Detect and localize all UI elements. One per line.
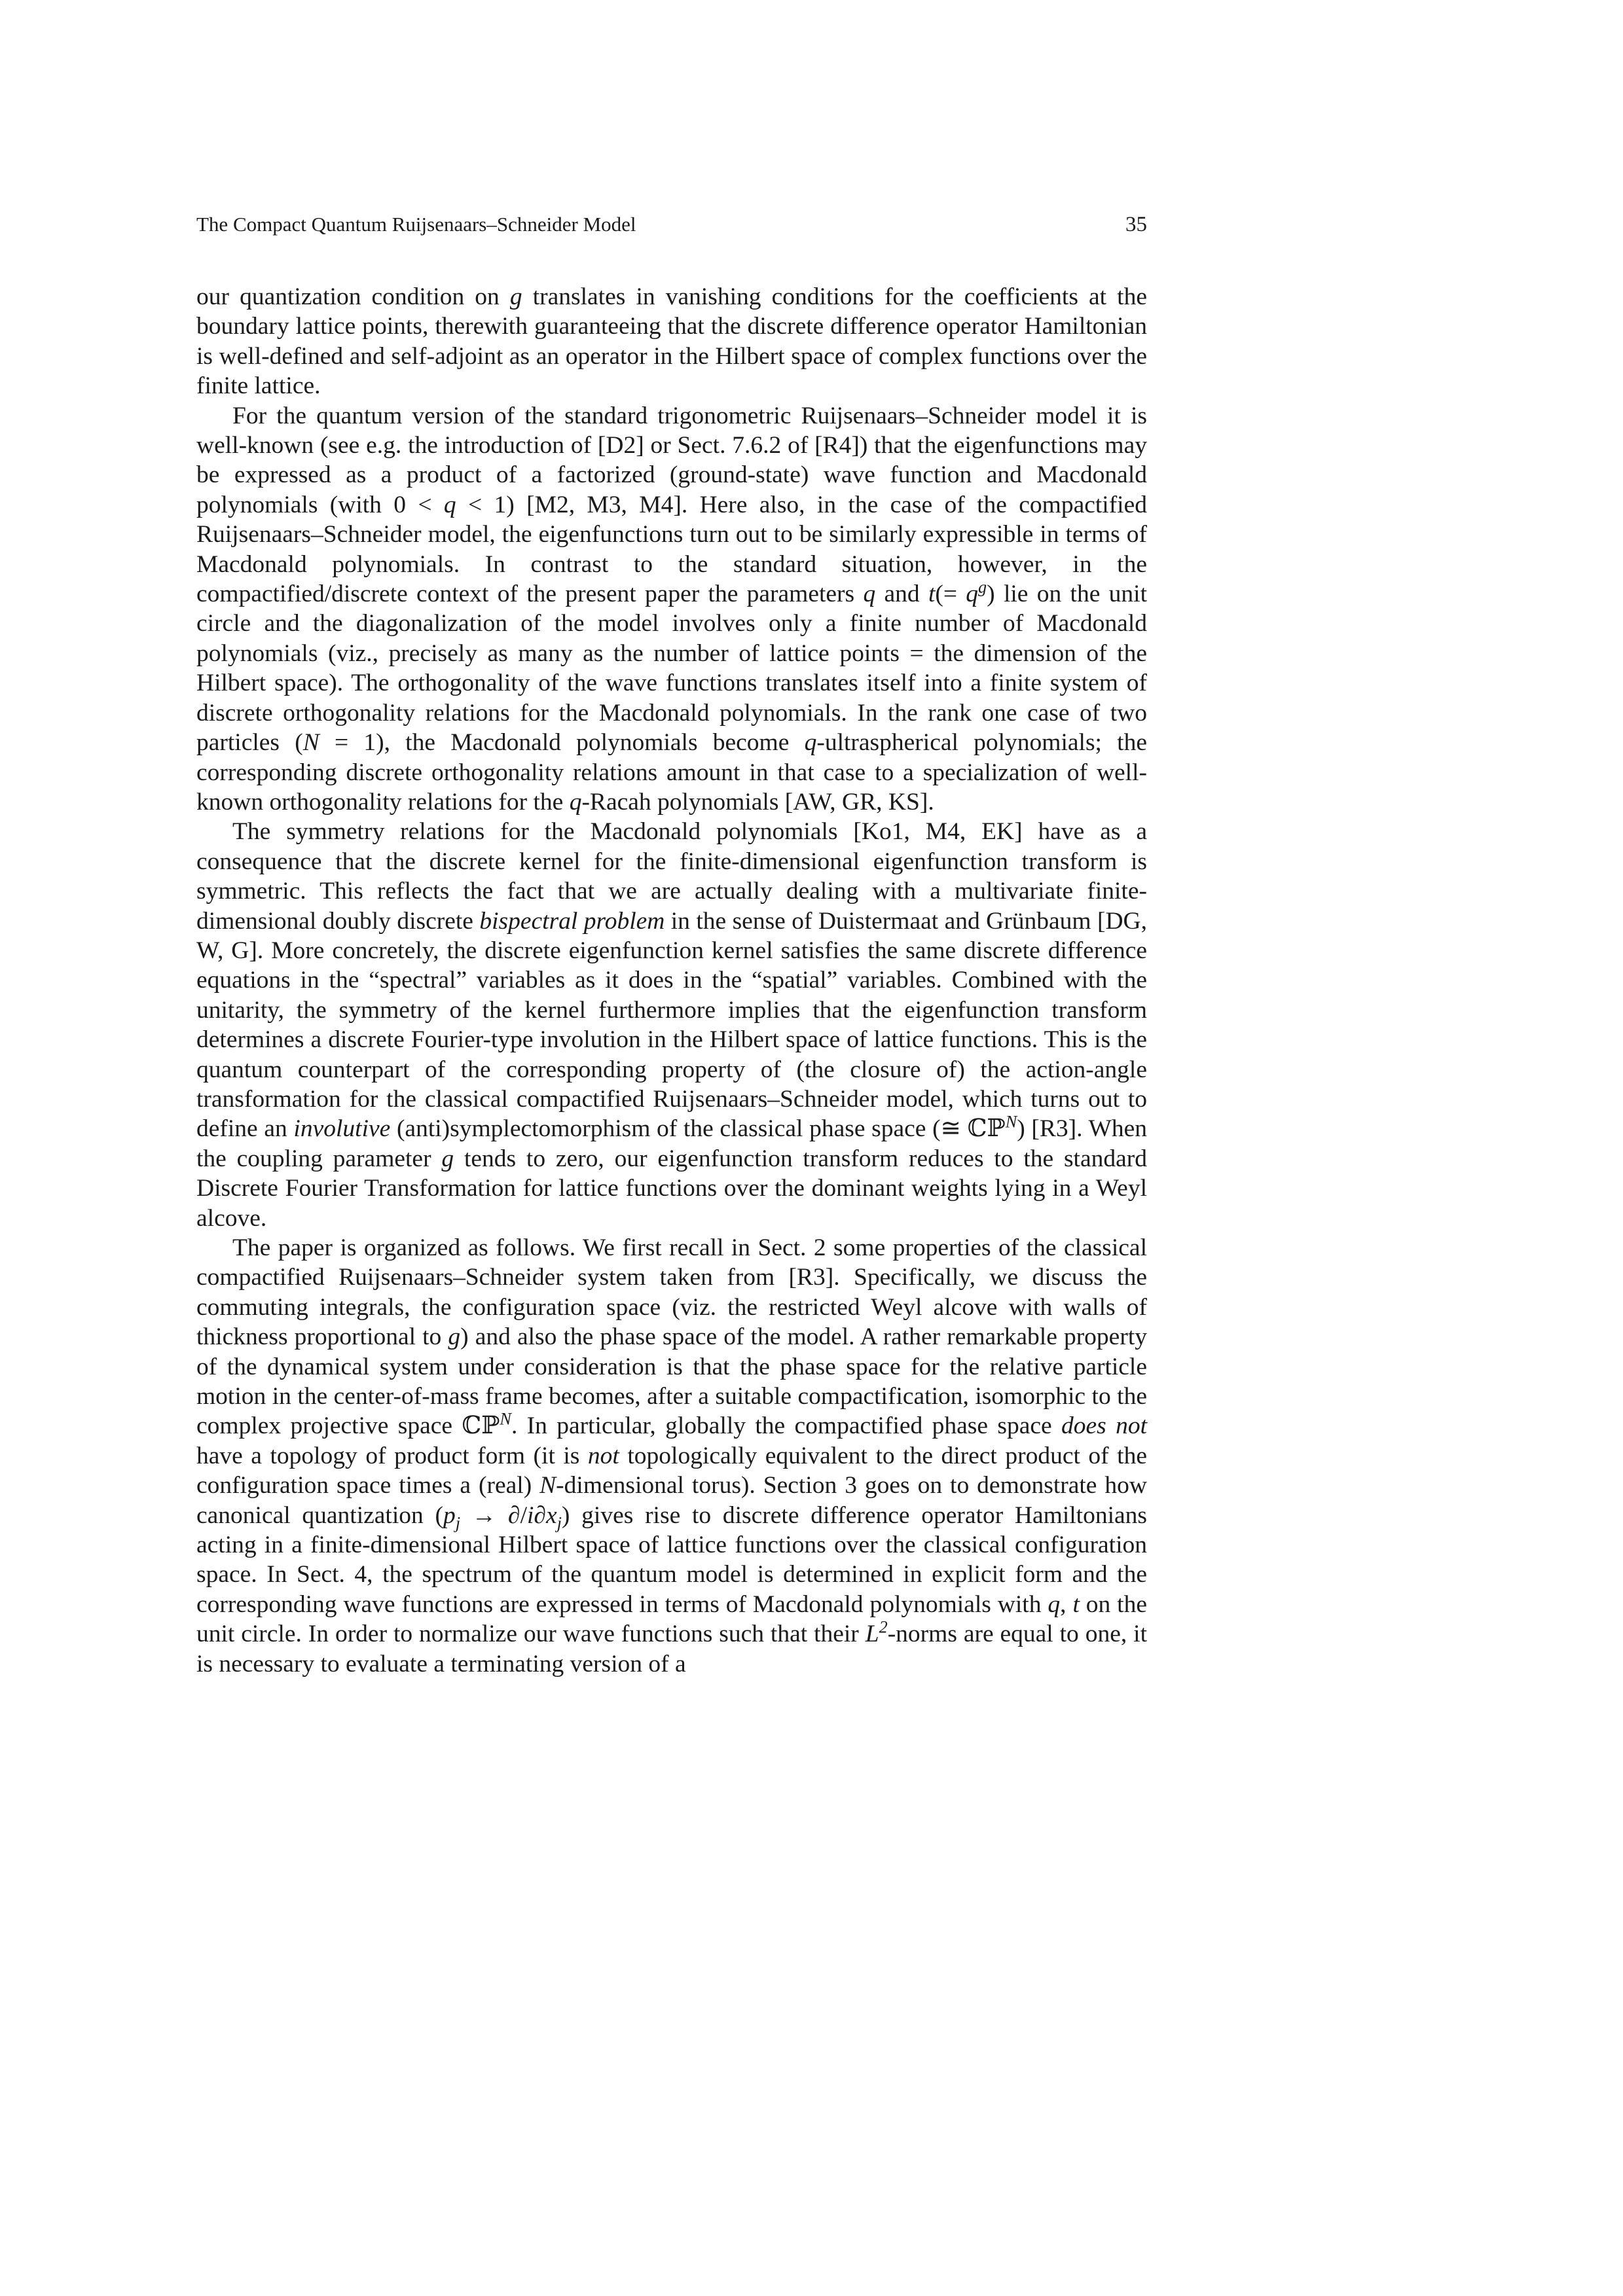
text-segment: (anti)symplectomorphism of the classical phase space (≅ ℂℙ: [390, 1115, 1006, 1143]
text-segment: L: [865, 1621, 879, 1648]
paragraph: [196, 282, 1147, 401]
text-segment: involutive: [293, 1115, 391, 1143]
text-segment: ) [R3]. When the coupling parameter: [196, 1115, 1148, 1172]
text-segment: -dimensional torus). Section 3 goes on to demonstrate how canonical quantization (: [196, 1472, 1147, 1529]
text-segment: N: [1005, 1112, 1017, 1132]
text-segment: j: [455, 1513, 461, 1533]
text-segment: tends to zero, our eigenfunction transform reduces to the standard Discrete Fourier Transformation for lattice functions over the dominant weights lying in a Weyl alcove.: [196, 1145, 1148, 1232]
text-segment: g: [448, 1323, 461, 1351]
body-text: [196, 282, 1147, 1679]
text-segment: q: [443, 491, 456, 518]
text-segment: does not: [1061, 1412, 1147, 1440]
text-segment: ) and also the phase space of the model. A rather remarkable property of the dynamical system under consideration is that the phase space for the relative particle motion in the center-of-mass frame becomes, after a suitable compactification, isomorphic to the complex projective space ℂℙ: [196, 1323, 1147, 1440]
text-segment: i: [527, 1501, 534, 1529]
text-segment: t: [928, 581, 936, 608]
text-segment: N: [302, 729, 319, 757]
text-segment: on the unit circle. In order to normalize our wave functions such that their: [196, 1590, 1147, 1648]
text-segment: (=: [935, 581, 966, 608]
paragraph: [196, 1233, 1147, 1679]
text-segment: bispectral problem: [479, 907, 665, 935]
text-segment: t: [1072, 1590, 1080, 1618]
text-segment: ,: [1060, 1590, 1073, 1618]
text-segment: -Racah polynomials [AW, GR, KS].: [581, 788, 934, 816]
text-segment: -norms are equal to one, it is necessary to evaluate a terminating version of a: [196, 1621, 1147, 1677]
text-segment: not: [587, 1442, 619, 1469]
text-segment: p: [443, 1501, 456, 1529]
page-number: 35: [1125, 213, 1147, 236]
text-segment: j: [556, 1513, 562, 1533]
text-segment: ) gives rise to discrete difference operator Hamiltonians acting in a finite-dimensional Hilbert space of lattice functions over the classical configuration space. In Sect. 4, the spectrum of the quantum model is determined in explicit form and the corresponding wave functions are expressed in terms of Macdonald polynomials with: [196, 1501, 1147, 1618]
text-segment: in the sense of Duistermaat and Grünbaum [DG, W, G]. More concretely, the discrete eigenfunction kernel satisfies the same discrete difference equations in the “spectral” variables as it does in the “spatial” variables. Combined with the unitarity, the symmetry of the kernel furthermore implies that the eigenfunction transform determines a discrete Fourier-type involution in the Hilbert space of lattice functions. This is the quantum counterpart of the corresponding property of (the closure of) the action-angle transformation for the classical compactified Ruijsenaars–Schneider model, which turns out to define an: [196, 907, 1147, 1143]
text-segment: . In particular, globally the compactified phase space: [511, 1412, 1061, 1440]
text-segment: → ∂/: [460, 1501, 528, 1529]
text-segment: 2: [879, 1617, 888, 1637]
text-segment: and: [875, 581, 928, 608]
text-segment: topologically equivalent to the direct product of the configuration space times a (real): [196, 1442, 1147, 1499]
paragraph: [196, 401, 1147, 817]
text-segment: -ultraspherical polynomials; the corresponding discrete orthogonality relations amount in that case to a specialization of well-known orthogonality relations for the: [196, 729, 1147, 816]
text-segment: g: [509, 283, 522, 310]
text-segment: x: [545, 1501, 557, 1529]
text-segment: N: [500, 1409, 511, 1429]
text-segment: g: [441, 1145, 454, 1172]
text-segment: ) lie on the unit circle and the diagonalization of the model involves only a finite number of Macdonald polynomials (viz., precisely as many as the number of lattice points = the dimension of the Hilbert space). The orthogonality of the wave functions translates itself into a finite system of discrete orthogonality relations for the Macdonald polynomials. In the rank one case of two particles (: [196, 581, 1147, 757]
paragraph: [196, 817, 1147, 1233]
text-segment: q: [804, 729, 817, 757]
text-segment: q: [1048, 1590, 1061, 1618]
text-segment: The paper is organized as follows. We first recall in Sect. 2 some properties of the classical compactified Ruijsenaars–Schneider system taken from [R3]. Specifically, we discuss the commuting integrals, the configuration space (viz. the restricted Weyl alcove with walls of thickness proportional to: [196, 1234, 1147, 1351]
text-segment: have a topology of product form (it is: [196, 1442, 588, 1469]
text-segment: The symmetry relations for the Macdonald polynomials [Ko1, M4, EK] have as a consequence that the discrete kernel for the finite-dimensional eigenfunction transform is symmetric. This reflects the fact that we are actually dealing with a multivariate finite-dimensional doubly discrete: [196, 818, 1147, 935]
text-segment: For the quantum version of the standard trigonometric Ruijsenaars–Schneider model it is well-known (see e.g. the introduction of [D2] or Sect. 7.6.2 of [R4]) that the eigenfunctions may be expressed as a product of a factorized (ground-state) wave function and Macdonald polynomials (with 0 <: [196, 402, 1147, 518]
text-segment: q: [863, 581, 876, 608]
text-segment: ∂: [534, 1501, 546, 1529]
text-segment: < 1) [M2, M3, M4]. Here also, in the case of the compactified Ruijsenaars–Schneider model, the eigenfunctions turn out to be similarly expressible in terms of Macdonald polynomials. In contrast to the standard situation, however, in the compactified/discrete context of the present paper the parameters: [196, 491, 1147, 608]
text-segment: translates in vanishing conditions for the coefficients at the boundary lattice points, therewith guaranteeing that the discrete difference operator Hamiltonian is well-defined and self-adjoint as an operator in the Hilbert space of complex functions over the finite lattice.: [196, 283, 1147, 400]
text-segment: g: [978, 577, 987, 597]
text-segment: = 1), the Macdonald polynomials become: [319, 729, 805, 757]
running-header: [196, 208, 1147, 241]
text-segment: q: [966, 581, 979, 608]
running-title: The Compact Quantum Ruijsenaars–Schneider Model: [196, 213, 636, 236]
text-segment: our quantization condition on: [196, 283, 510, 310]
text-segment: q: [569, 788, 582, 816]
text-segment: N: [539, 1472, 556, 1499]
